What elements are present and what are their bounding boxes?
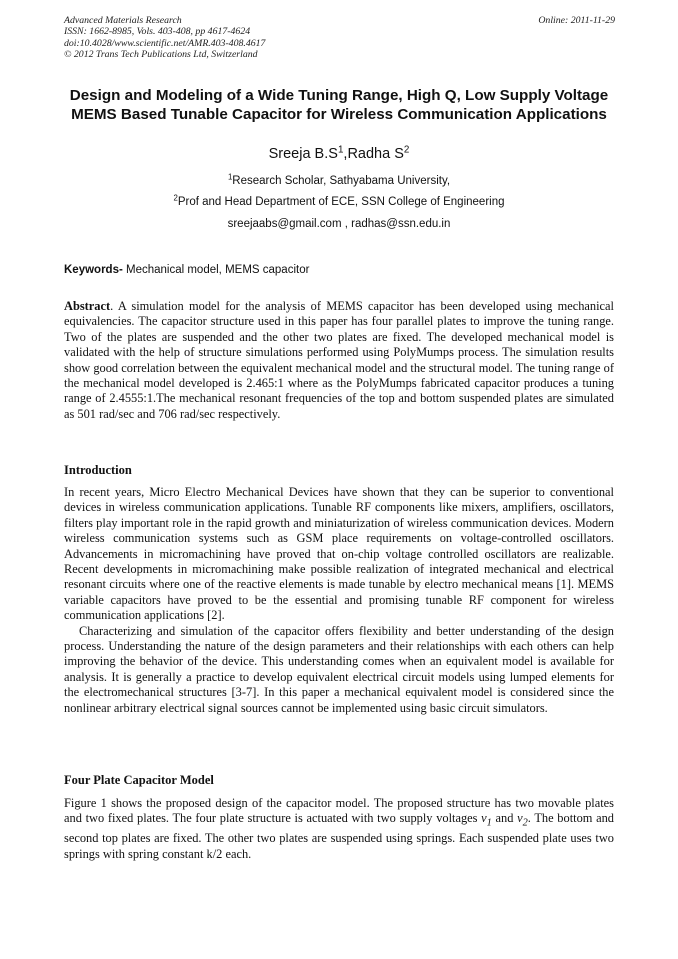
four-plate-text-a: Figure 1 shows the proposed design of the capacitor model. The proposed structure has two movable plates and two fixed plates. The four plate structure is actuated with two supply voltages — [64, 796, 614, 826]
author-emails: sreejaabs@gmail.com , radhas@ssn.edu.in — [227, 218, 451, 230]
copyright-line: © 2012 Trans Tech Publications Ltd, Switzerland — [64, 49, 258, 61]
author-2: Radha S — [347, 146, 404, 162]
affiliation-1 — [0, 172, 678, 187]
spring-constant: k/2 — [206, 846, 223, 861]
abstract-label: Abstract — [64, 299, 111, 313]
abstract-text: . A simulation model for the analysis of MEMS capacitor has been developed using mechanical equivalencies. The capacitor structure used in this paper has four parallel plates to improve the tuning range. Two of the plates are suspended and the other two plates are fixed. The developed mechanical model is validated with the help of structure simulations performed using PolyMumps process. The simulation results show good correlation between the equivalent mechanical model and the structural model. The tuning range of the mechanical model developed is 2.465:1 where as the PolyMumps fabricated capacitor produces a tuning range of 2.4555:1.The mechanical resonant frequencies of the top and bottom suspended plates are simulated as 501 rad/sec and 706 rad/sec respectively. — [64, 299, 614, 421]
four-plate-heading: Four Plate Capacitor Model — [64, 773, 214, 787]
online-date: Online: 2011-11-29 — [538, 15, 615, 26]
four-plate-text-d: each. — [222, 846, 252, 861]
affiliation-2-text: Prof and Head Department of ECE, SSN College of Engineering — [177, 196, 505, 208]
author-separator: , — [343, 146, 348, 162]
abstract — [64, 299, 614, 422]
author-2-sup: 2 — [403, 144, 410, 156]
doi-line: doi:10.4028/www.scientific.net/AMR.403-408.4617 — [64, 37, 266, 49]
journal-name: Advanced Materials Research — [64, 15, 182, 26]
affiliation-2 — [0, 193, 678, 208]
voltage-v1: $v_1$ — [481, 811, 492, 829]
author-1-sup: 1 — [337, 144, 344, 156]
keywords-text: Mechanical model, MEMS capacitor — [122, 264, 310, 276]
four-plate-paragraph — [64, 796, 614, 862]
paper-title: Design and Modeling of a Wide Tuning Range, High Q, Low Supply Voltage MEMS Based Tunable Capacitor for Wireless Communication Applications — [69, 87, 609, 123]
issn-line: ISSN: 1662-8985, Vols. 403-408, pp 4617-4624 — [64, 26, 251, 38]
journal-header — [64, 15, 265, 61]
keywords-label: Keywords- — [64, 264, 123, 276]
affiliation-1-sup: 1 — [227, 172, 233, 182]
keywords — [64, 264, 309, 276]
voltage-v2: $v_2$ — [517, 811, 528, 829]
affiliation-1-text: Research Scholar, Sathyabama University, — [232, 175, 451, 187]
author-1: Sreeja B.S — [268, 146, 338, 162]
introduction-paragraph-2: Characterizing and simulation of the capacitor offers flexibility and better understanding of the design process. Understanding the nature of the design parameters and their relationships with each others can help improving the behavior of the device. This understanding comes when an equivalent model is available for analysis. It is generally a practice to develop equivalent electrical circuit models using lumped elements for the electromechanical structures [3-7]. In this paper a mechanical equivalent model is considered since the nonlinear arbitrary electrical signal sources cannot be implemented using basic circuit simulators. — [64, 623, 614, 715]
four-plate-body — [64, 796, 614, 862]
four-plate-text-c: . The bottom and second top plates are fixed. The other two plates are suspended using springs. Each suspended plate uses two springs with spring constant — [64, 811, 614, 861]
affiliation-2-sup: 2 — [173, 193, 178, 203]
introduction-heading: Introduction — [64, 463, 132, 477]
introduction-paragraph-1: In recent years, Micro Electro Mechanical Devices have shown that they can be superior to conventional devices in wireless communication applications. Tunable RF components like mixers, amplifiers, oscillators, filters play important role in the rapid growth and miniaturization of wireless communication devices. Modern wireless communication systems such as GSM place requirements on voltage-controlled oscillators. Advancements in micromachining have proved that on-chip voltage controlled oscillators are realizable. Recent developments in micromachining make possible realization of integrated mechanical and electrical resonant circuits where one of the reactive elements is made tunable by electro mechanical means [1]. MEMS variable capacitors have proved to be the essential and promising tunable RF component for wireless communication applications [2]. — [64, 485, 614, 623]
introduction-body — [64, 485, 614, 716]
four-plate-text-b: and — [491, 811, 518, 826]
author-line — [0, 146, 678, 162]
